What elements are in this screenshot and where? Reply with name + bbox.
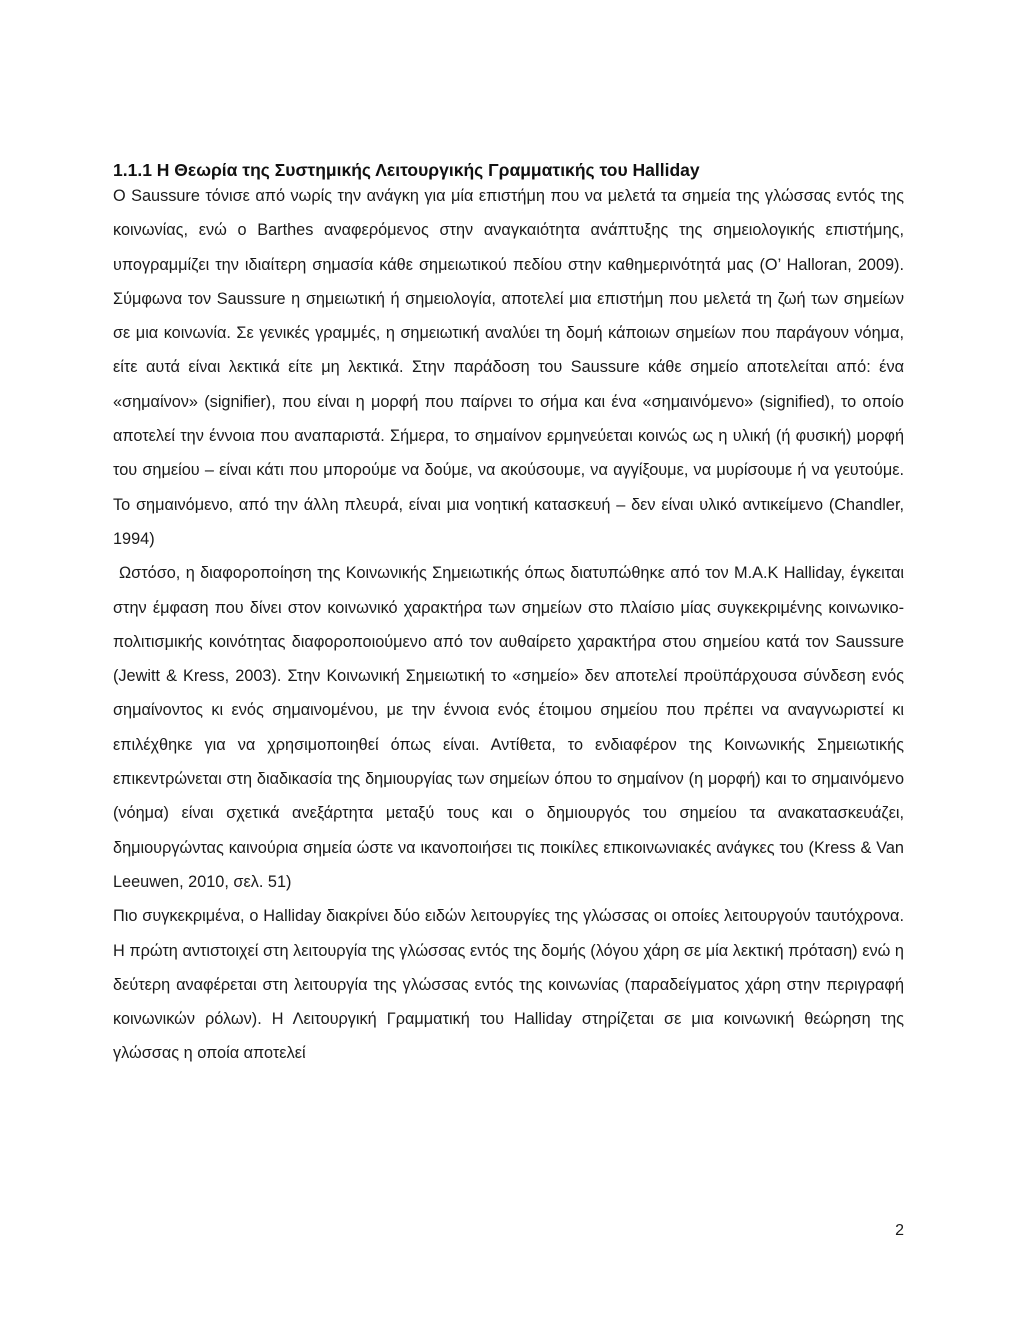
paragraph-halliday-functions: Πιο συγκεκριμένα, ο Halliday διακρίνει δύο ειδών λειτουργίες της γλώσσας οι οποίες λειτουργούν ταυτόχρονα. Η πρώτη αντιστοιχεί στη λειτουργία της γλώσσας εντός της δομής (λόγου χάρη σε μία λεκτική πρόταση) ενώ η δεύτερη αναφέρεται στη λειτουργία της γλώσσας εντός της κοινωνίας (παραδείγματος χάρη στην περιγραφή κοινωνικών ρόλων). Η Λειτουργική Γραμματική του Halliday στηρίζεται σε μια κοινωνική θεώρηση της γλώσσας η οποία αποτελεί <box>113 907 904 1063</box>
page-number: 2 <box>895 1222 904 1239</box>
paragraph-saussure: Ο Saussure τόνισε από νωρίς την ανάγκη για μία επιστήμη που να μελετά τα σημεία της γλώσσας εντός της κοινωνίας, ενώ ο Barthes αναφερόμενος στην αναγκαιότητα ανάπτυξης της σημειολογικής επιστήμης, υπογραμμίζει την ιδιαίτερη σημασία κάθε σημειωτικού πεδίου στην καθημερινότητά μας (O’ Halloran, 2009). Σύμφωνα τον Saussure η σημειωτική ή σημειολογία, αποτελεί μια επιστήμη που μελετά τη ζωή των σημείων σε μια κοινωνία. Σε γενικές γραμμές, η σημειωτική αναλύει τη δομή κάποιων σημείων που παράγουν νόημα, είτε αυτά είναι λεκτικά είτε μη λεκτικά. Στην παράδοση του Saussure κάθε σημείο αποτελείται από: ένα «σημαίνον» (signifier), που είναι η μορφή που παίρνει το σήμα και ένα «σημαινόμενο» (signified), το οποίο αποτελεί την έννοια που αναπαριστά. Σήμερα, το σημαίνον ερμηνεύεται κοινώς ως η υλική (ή φυσική) μορφή του σημείου – είναι κάτι που μπορούμε να δούμε, να ακούσουμε, να αγγίξουμε, να μυρίσουμε ή να γευτούμε. Το σημαινόμενο, από την άλλη πλευρά, είναι μια νοητική κατασκευή – δεν είναι υλικό αντικείμενο (Chandler, 1994) <box>113 187 904 548</box>
paragraph-social-semiotics: Ωστόσο, η διαφοροποίηση της Κοινωνικής Σημειωτικής όπως διατυπώθηκε από τον M.A.K Halliday, έγκειται στην έμφαση που δίνει στον κοινωνικό χαρακτήρα των σημείων στο πλαίσιο μίας συγκεκριμένης κοινωνικο-πολιτισμικής κοινότητας διαφοροποιούμενο από τον αυθαίρετο χαρακτήρα στου σημείου κατά τον Saussure (Jewitt & Kress, 2003). Στην Κοινωνική Σημειωτική το «σημείο» δεν αποτελεί προϋπάρχουσα σύνδεση ενός σημαίνοντος κι ενός σημαινομένου, με την έννοια ενός έτοιμου σημείου που πρέπει να αναγνωριστεί κι επιλέχθηκε για να χρησιμοποιηθεί όπως είναι. Αντίθετα, το ενδιαφέρον της Κοινωνικής Σημειωτικής επικεντρώνεται στη διαδικασία της δημιουργίας των σημείων όπου το σημαίνον (η μορφή) και το σημαινόμενο (νόημα) είναι σχετικά ανεξάρτητα μεταξύ τους και ο δημιουργός του σημείου τα ανακατασκευάζει, δημιουργώντας καινούρια σημεία ώστε να ικανοποιήσει τις ποικίλες επικοινωνιακές ανάγκες του (Kress & Van Leeuwen, 2010, σελ. 51) <box>113 564 904 891</box>
section-heading: 1.1.1 Η Θεωρία της Συστημικής Λειτουργικής Γραμματικής του Halliday <box>113 160 700 180</box>
page-content <box>113 158 904 1071</box>
